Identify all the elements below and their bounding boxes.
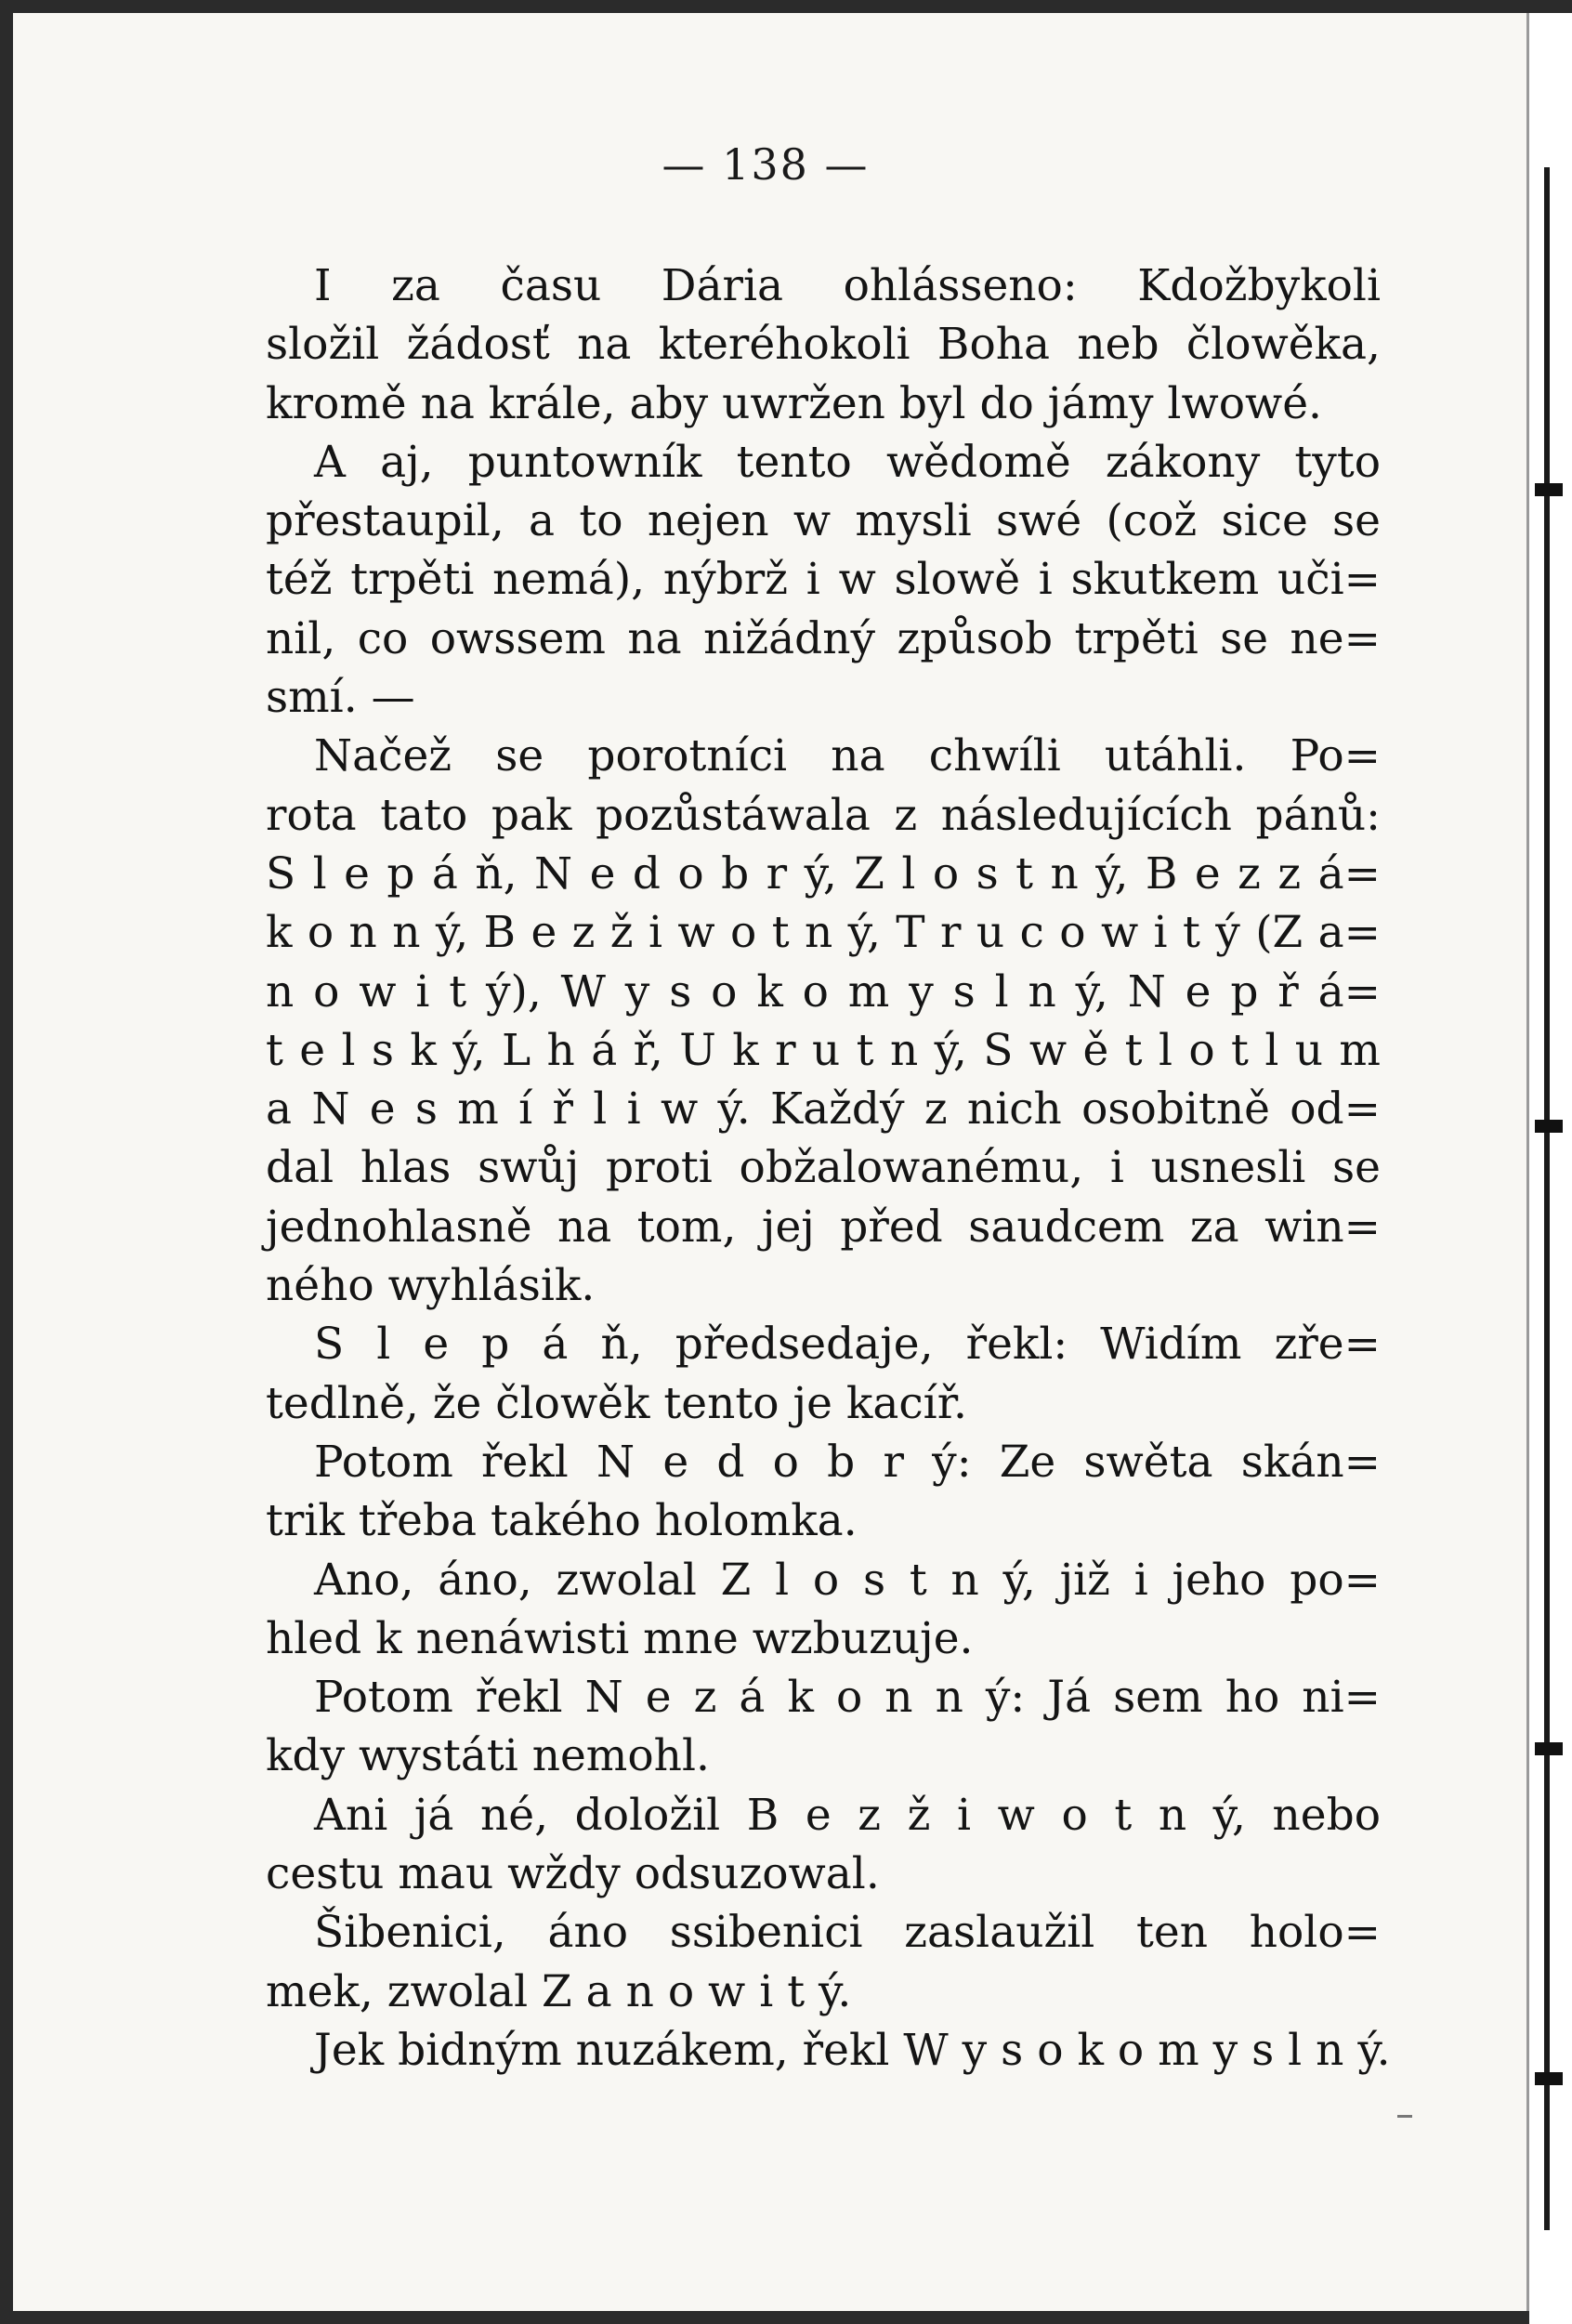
text-line: kromě na krále, aby uwržen byl do jámy lwowé.	[266, 377, 1322, 429]
text-line: ného wyhlásik.	[266, 1260, 596, 1312]
binding-mark	[1535, 1742, 1563, 1755]
binding-mark	[1535, 2072, 1563, 2085]
text-line: jednohlasně na tom, jej před saudcem za win=	[266, 1201, 1381, 1253]
text-line: Potom řekl N e d o b r ý: Ze swěta skán=	[314, 1436, 1381, 1488]
text-line: Jek bidným nuzákem, řekl W y s o k o m y s l n ý.	[314, 2024, 1391, 2076]
page-text	[266, 256, 1391, 2080]
text-line: trik třeba takého holomka.	[266, 1495, 858, 1547]
text-line: tedlně, že člowěk tento je kacíř.	[266, 1377, 967, 1429]
text-line: Ano, áno, zwolal Z l o s t n ý, již i jeho po=	[314, 1554, 1381, 1606]
text-line: A aj, puntowník tento wědomě zákony tyto	[314, 436, 1381, 488]
book-page	[13, 13, 1529, 2311]
text-line: S l e p á ň, předsedaje, řekl: Widím zře=	[314, 1319, 1381, 1371]
page-number: — 138 —	[662, 139, 870, 190]
text-line: mek, zwolal Z a n o w i t ý.	[266, 1965, 852, 2017]
text-line: rota tato pak pozůstáwala z následujících pánů:	[266, 789, 1381, 841]
text-line: S l e p á ň, N e d o b r ý, Z l o s t n ý, B e z z á=	[266, 847, 1381, 899]
binding-mark	[1535, 1120, 1563, 1133]
text-line: Ani já né, doložil B e z ž i w o t n ý, nebo	[314, 1789, 1381, 1841]
binding-mark	[1535, 483, 1563, 496]
text-line: a N e s m í ř l i w ý. Každý z nich osobitně od=	[266, 1083, 1381, 1136]
text-line: Šibenici, áno ssibenici zaslaužil ten holo=	[314, 1907, 1381, 1959]
binding-edge	[1544, 167, 1550, 2230]
text-line: Načež se porotníci na chwíli utáhli. Po=	[314, 730, 1381, 782]
text-line: k o n n ý, B e z ž i w o t n ý, T r u c o w i t ý (Z a=	[266, 907, 1381, 959]
scan-gutter	[1529, 13, 1572, 2324]
text-line: n o w i t ý), W y s o k o m y s l n ý, N e p ř á=	[266, 965, 1381, 1018]
text-line: též trpěti nemá), nýbrž i w slowě i skutkem uči=	[266, 554, 1381, 606]
text-line: složil žádosť na kteréhokoli Boha neb člowěka,	[266, 319, 1381, 371]
text-line: smí. —	[266, 672, 415, 724]
text-line: hled k nenáwisti mne wzbuzuje.	[266, 1612, 974, 1664]
text-line: Potom řekl N e z á k o n n ý: Já sem ho ni=	[314, 1672, 1381, 1724]
text-line: cestu mau wždy odsuzowal.	[266, 1848, 880, 1900]
text-line: nil, co owssem na nižádný způsob trpěti se ne=	[266, 612, 1381, 664]
text-line: přestaupil, a to nejen w mysli swé (což sice se	[266, 495, 1381, 547]
text-line: I za času Dária ohlássenо: Kdožbykoli	[314, 260, 1381, 311]
text-line: t e l s k ý, L h á ř, U k r u t n ý, S w ě t l o t l u m	[266, 1024, 1381, 1076]
text-line: kdy wystáti nemohl.	[266, 1730, 710, 1782]
margin-mark	[1397, 2115, 1412, 2118]
text-line: dal hlas swůj proti obžalowanému, i usnesli se	[266, 1142, 1381, 1194]
